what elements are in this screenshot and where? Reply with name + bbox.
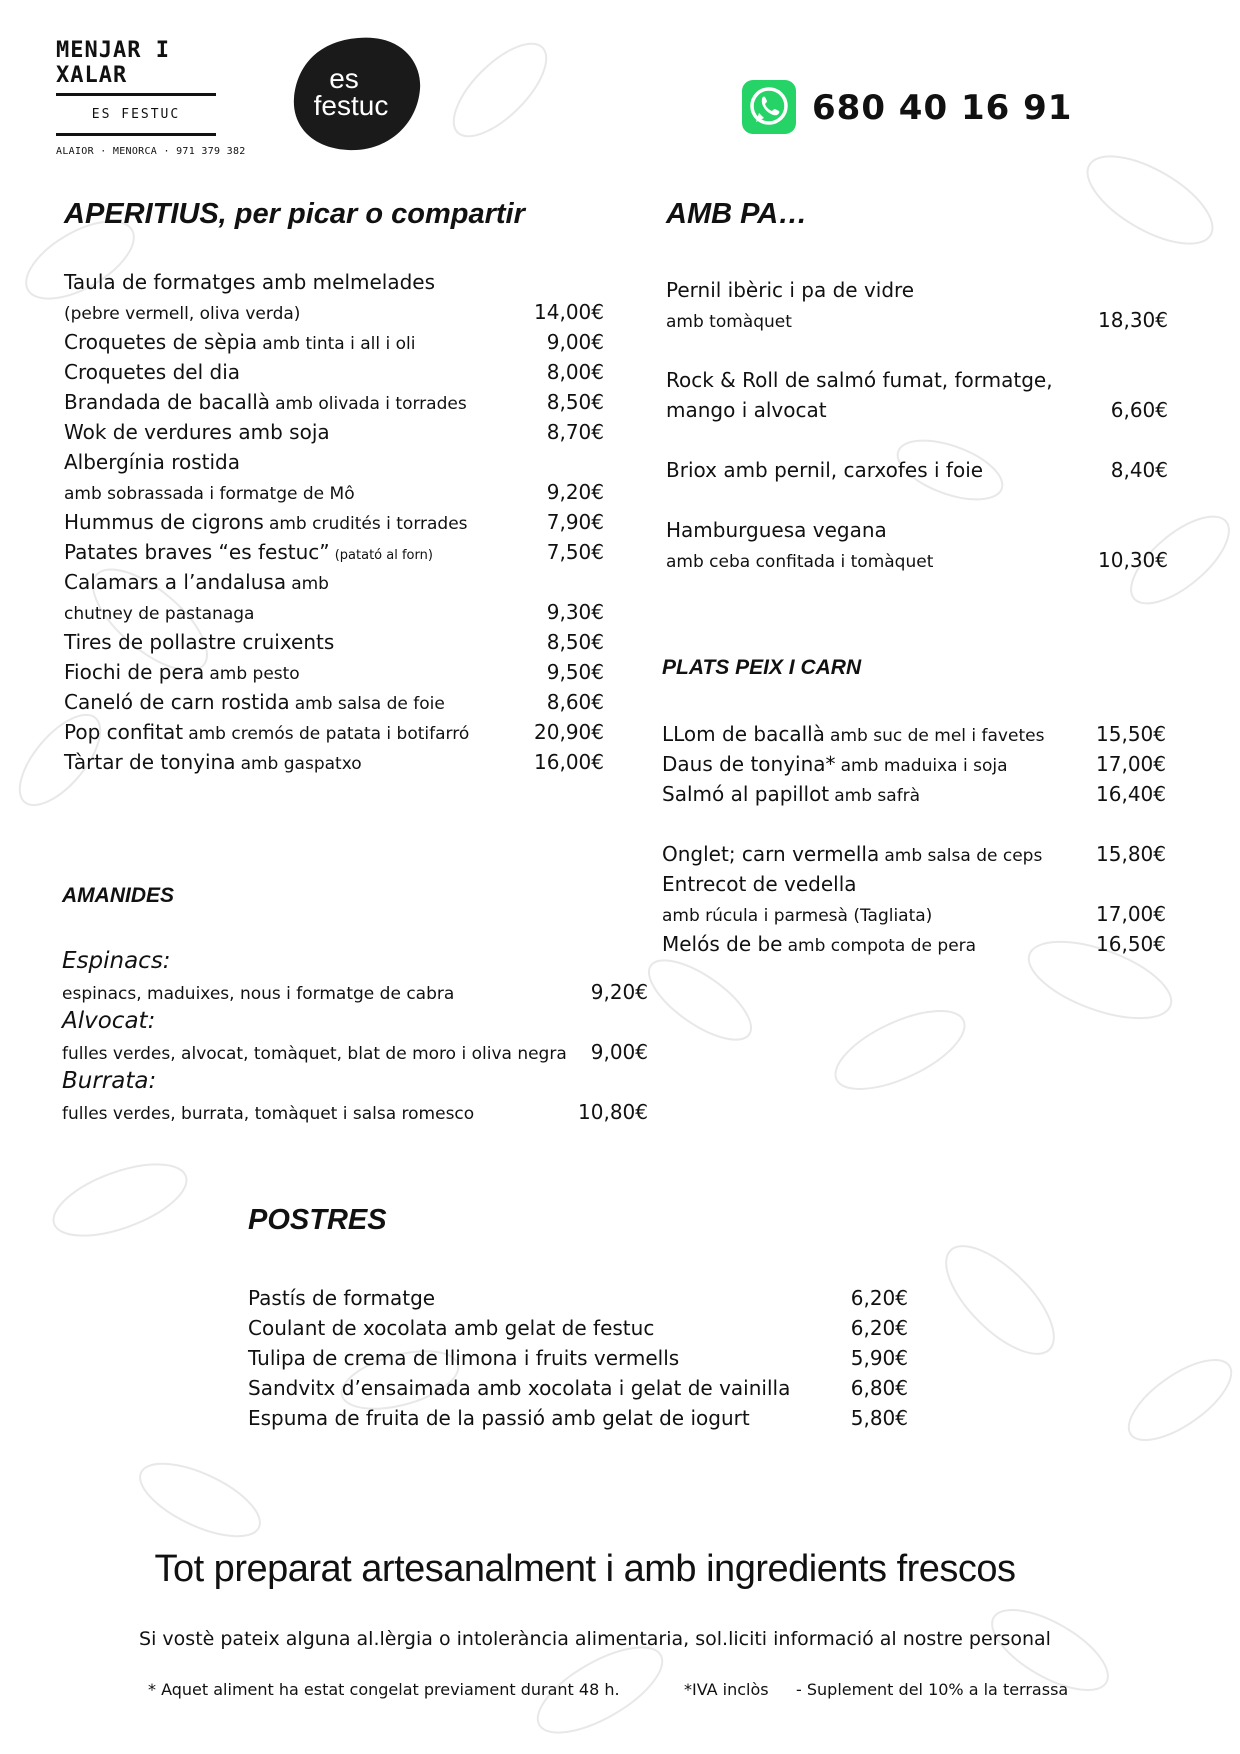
item-label xyxy=(64,720,469,744)
menu-item xyxy=(64,264,604,294)
item-price: 6,20€ xyxy=(850,1286,908,1310)
item-detail: amb tinta i all i oli xyxy=(262,334,416,354)
item-price: 9,20€ xyxy=(546,480,604,504)
item-detail: amb compota de pera xyxy=(787,936,977,956)
item-name: Albergínia rostida xyxy=(64,450,240,474)
item-name: Croquetes de sèpia xyxy=(64,330,258,354)
salad-desc-line xyxy=(62,974,648,1004)
menu-item-line xyxy=(666,362,1168,392)
item-detail: (patató al forn) xyxy=(334,548,433,563)
menu-item-line xyxy=(666,272,1168,302)
item-label xyxy=(64,270,435,294)
item-name: amb sobrassada i formatge de Mô xyxy=(64,484,355,504)
item-name: Wok de verdures amb soja xyxy=(64,420,330,444)
salad-name-line xyxy=(62,1004,648,1034)
item-label xyxy=(64,390,467,414)
item-price: 7,50€ xyxy=(546,540,604,564)
item-name: Calamars a l’andalusa xyxy=(64,570,287,594)
brand-title: MENJAR I XALAR xyxy=(56,38,170,88)
item-name: Tàrtar de tonyina xyxy=(64,750,236,774)
menu-item xyxy=(662,866,1166,896)
item-detail: amb suc de mel i favetes xyxy=(830,726,1045,746)
item-name: Onglet; carn vermella xyxy=(662,842,880,866)
menu-item-line xyxy=(666,452,1168,482)
salad-description: fulles verdes, alvocat, tomàquet, blat de moro i oliva negra xyxy=(62,1044,567,1064)
brand-address: ALAIOR · MENORCA · 971 379 382 xyxy=(56,146,246,157)
item-label xyxy=(64,510,468,534)
salad-name: Espinacs: xyxy=(62,948,171,974)
item-label xyxy=(64,690,445,714)
item-detail: amb salsa de ceps xyxy=(884,846,1043,866)
item-price: 9,00€ xyxy=(546,330,604,354)
terrace-note: - Suplement del 10% a la terrassa xyxy=(796,1680,1069,1699)
item-name: Caneló de carn rostida xyxy=(64,690,290,714)
item-label xyxy=(64,570,329,594)
item-detail: amb gaspatxo xyxy=(240,754,362,774)
item-name: Salmó al papillot xyxy=(662,782,830,806)
item-price: 10,30€ xyxy=(1098,548,1168,572)
item-price: 16,40€ xyxy=(1096,782,1166,806)
amanides-heading: AMANIDES xyxy=(62,884,175,907)
logo-text-line2: festuc xyxy=(313,90,389,121)
dessert-item xyxy=(248,1340,908,1370)
allergy-note: Si vostè pateix alguna al.lèrgia o intolerància alimentaria, sol.liciti informació al nostre personal xyxy=(139,1628,1051,1650)
item-detail: amb olivada i torrades xyxy=(275,394,467,414)
item-price: 8,50€ xyxy=(546,630,604,654)
item-label xyxy=(64,450,240,474)
item-name: Melós de be xyxy=(662,932,783,956)
brand-divider xyxy=(56,133,216,136)
item-price: 6,80€ xyxy=(850,1376,908,1400)
menu-item xyxy=(662,746,1166,776)
menu-item xyxy=(64,294,604,324)
menu-item xyxy=(662,926,1166,956)
salad-name-line xyxy=(62,1064,648,1094)
menu-item-line xyxy=(666,542,1168,572)
dessert-name: Coulant de xocolata amb gelat de festuc xyxy=(248,1316,655,1340)
item-name: Hummus de cigrons xyxy=(64,510,264,534)
menu-item xyxy=(662,896,1166,926)
item-price: 8,40€ xyxy=(1110,458,1168,482)
item-label xyxy=(662,932,976,956)
item-price: 20,90€ xyxy=(534,720,604,744)
item-label xyxy=(64,330,415,354)
item-label xyxy=(64,540,433,564)
item-price: 9,00€ xyxy=(590,1040,648,1064)
item-price: 6,20€ xyxy=(850,1316,908,1340)
item-name: Daus de tonyina* xyxy=(662,752,836,776)
dessert-item xyxy=(248,1280,908,1310)
dessert-item xyxy=(248,1400,908,1430)
item-price: 10,80€ xyxy=(578,1100,648,1124)
item-label xyxy=(64,630,334,654)
brand-subtitle: ES FESTUC xyxy=(91,107,181,122)
whatsapp-icon xyxy=(742,80,796,134)
item-price: 6,60€ xyxy=(1110,398,1168,422)
item-price: 9,20€ xyxy=(590,980,648,1004)
item-detail: amb salsa de foie xyxy=(294,694,445,714)
menu-item-line xyxy=(666,512,1168,542)
item-price: 14,00€ xyxy=(534,300,604,324)
item-name: Taula de formatges amb melmelades xyxy=(64,270,436,294)
salad-desc-line xyxy=(62,1034,648,1064)
menu-item xyxy=(64,354,604,384)
item-price: 15,80€ xyxy=(1096,842,1166,866)
brand-divider xyxy=(56,93,216,96)
salad-name: Burrata: xyxy=(62,1068,157,1094)
item-price: 15,50€ xyxy=(1096,722,1166,746)
menu-item-line xyxy=(666,302,1168,332)
item-name: Hamburguesa vegana xyxy=(666,518,887,542)
item-label xyxy=(64,360,240,384)
item-label xyxy=(662,722,1044,746)
item-name: Pernil ibèric i pa de vidre xyxy=(666,278,915,302)
item-detail: amb safrà xyxy=(834,786,921,806)
salad-name: Alvocat: xyxy=(62,1008,156,1034)
salad-description: fulles verdes, burrata, tomàquet i salsa romesco xyxy=(62,1104,475,1124)
salad-desc-line xyxy=(62,1094,648,1124)
item-price: 8,60€ xyxy=(546,690,604,714)
item-label xyxy=(662,872,857,896)
menu-item xyxy=(64,624,604,654)
item-detail: amb crudités i torrades xyxy=(268,514,468,534)
menu-item xyxy=(662,716,1166,746)
item-label xyxy=(662,782,920,806)
item-price: 17,00€ xyxy=(1096,752,1166,776)
dessert-name: Tulipa de crema de llimona i fruits vermells xyxy=(248,1346,680,1370)
item-detail: amb maduixa i soja xyxy=(840,756,1008,776)
es-festuc-logo xyxy=(288,34,424,154)
menu-item xyxy=(64,534,604,564)
item-detail: amb cremós de patata i botifarró xyxy=(188,724,470,744)
item-name: Rock & Roll de salmó fumat, formatge, xyxy=(666,368,1053,392)
item-price: 16,00€ xyxy=(534,750,604,774)
dessert-item xyxy=(248,1310,908,1340)
item-name: Croquetes del dia xyxy=(64,360,241,384)
salad-name-line xyxy=(62,944,648,974)
item-label xyxy=(662,842,1042,866)
dessert-name: Espuma de fruita de la passió amb gelat de iogurt xyxy=(248,1406,750,1430)
menu-item xyxy=(64,414,604,444)
item-name: LLom de bacallà xyxy=(662,722,825,746)
item-label xyxy=(662,752,1008,776)
menu-item xyxy=(64,384,604,414)
item-label xyxy=(64,660,300,684)
item-name: amb rúcula i parmesà (Tagliata) xyxy=(662,906,933,926)
brand-block xyxy=(56,38,246,157)
item-label xyxy=(64,304,300,324)
frozen-note: * Aquet aliment ha estat congelat previament durant 48 h. xyxy=(148,1680,620,1699)
item-price: 8,00€ xyxy=(546,360,604,384)
menu-item xyxy=(64,714,604,744)
menu-item xyxy=(64,564,604,594)
salad-description: espinacs, maduixes, nous i formatge de cabra xyxy=(62,984,455,1004)
item-price: 5,90€ xyxy=(850,1346,908,1370)
aperitius-heading: APERITIUS, per picar o compartir xyxy=(64,198,525,230)
iva-note: *IVA inclòs xyxy=(684,1680,769,1699)
item-price: 18,30€ xyxy=(1098,308,1168,332)
item-detail: amb tomàquet xyxy=(666,312,792,332)
phone-number[interactable]: 680 40 16 91 xyxy=(812,88,1073,128)
plats-heading: PLATS PEIX I CARN xyxy=(662,656,862,679)
item-name: Fiochi de pera xyxy=(64,660,205,684)
postres-heading: POSTRES xyxy=(248,1204,387,1236)
menu-item xyxy=(64,684,604,714)
menu-item xyxy=(64,744,604,774)
item-price: 5,80€ xyxy=(850,1406,908,1430)
item-detail: amb pesto xyxy=(209,664,300,684)
item-name: Patates braves “es festuc” xyxy=(64,540,330,564)
menu-item xyxy=(64,324,604,354)
menu-item xyxy=(64,654,604,684)
item-price: 8,50€ xyxy=(546,390,604,414)
dessert-item xyxy=(248,1370,908,1400)
menu-item-line xyxy=(666,392,1168,422)
item-price: 17,00€ xyxy=(1096,902,1166,926)
amb-pa-heading: AMB PA… xyxy=(666,198,808,230)
item-label xyxy=(64,750,362,774)
item-detail: Briox amb pernil, carxofes i foie xyxy=(666,458,984,482)
logo-text-line1: es xyxy=(329,63,359,94)
item-price: 9,50€ xyxy=(546,660,604,684)
menu-item xyxy=(662,776,1166,806)
item-name: Tires de pollastre cruixents xyxy=(64,630,335,654)
item-name: chutney de pastanaga xyxy=(64,604,255,624)
dessert-name: Sandvitx d’ensaimada amb xocolata i gelat de vainilla xyxy=(248,1376,791,1400)
item-detail: amb ceba confitada i tomàquet xyxy=(666,552,934,572)
item-detail: amb xyxy=(291,574,329,594)
item-name: Pop confitat xyxy=(64,720,184,744)
menu-item xyxy=(662,836,1166,866)
item-detail: mango i alvocat xyxy=(666,398,827,422)
item-label xyxy=(64,484,355,504)
menu-item xyxy=(64,594,604,624)
item-label xyxy=(64,604,254,624)
item-price: 8,70€ xyxy=(546,420,604,444)
item-price: 9,30€ xyxy=(546,600,604,624)
item-price: 7,90€ xyxy=(546,510,604,534)
item-name: Entrecot de vedella xyxy=(662,872,857,896)
item-price: 16,50€ xyxy=(1096,932,1166,956)
menu-item xyxy=(64,474,604,504)
menu-item xyxy=(64,504,604,534)
item-label xyxy=(662,906,932,926)
item-label xyxy=(64,420,330,444)
footer-tagline: Tot preparat artesanalment i amb ingredients frescos xyxy=(154,1548,1016,1590)
menu-item xyxy=(64,444,604,474)
item-name: (pebre vermell, oliva verda) xyxy=(64,304,301,324)
item-name: Brandada de bacallà xyxy=(64,390,271,414)
dessert-name: Pastís de formatge xyxy=(248,1286,436,1310)
